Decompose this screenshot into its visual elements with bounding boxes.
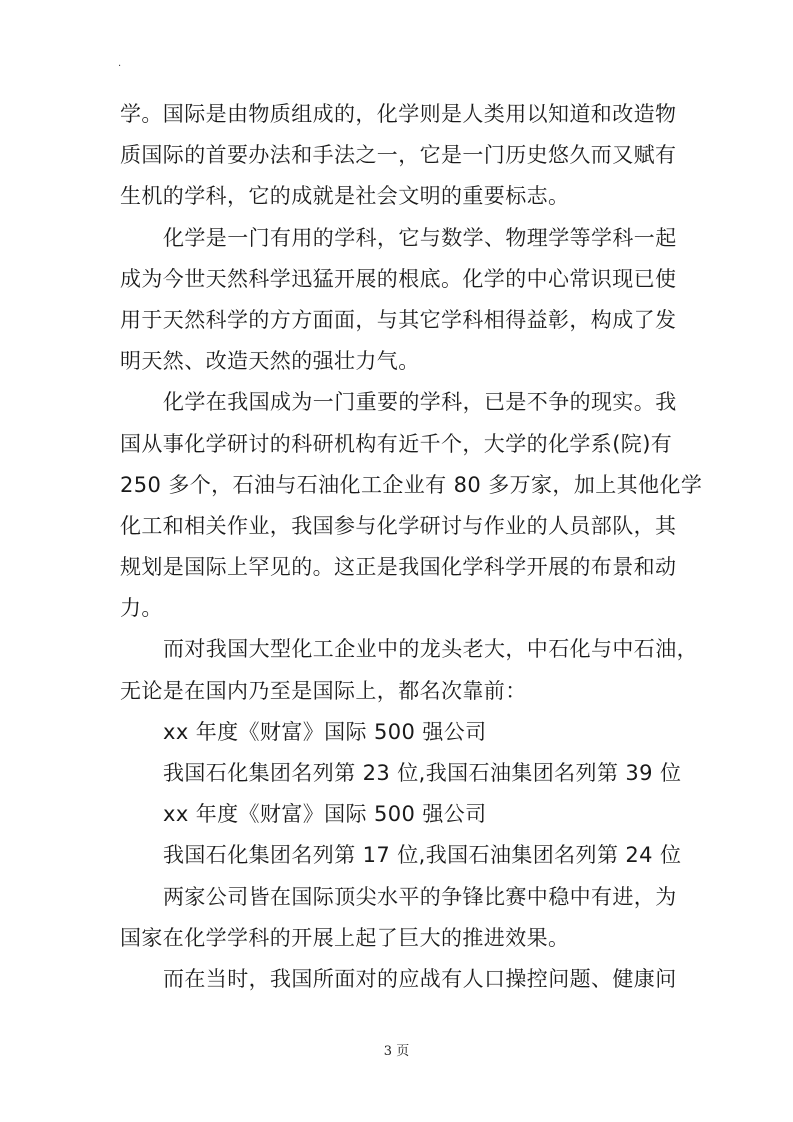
text-line: 化工和相关作业，我国参与化学研讨与作业的人员部队，其 [120,513,677,538]
text-line: 两家公司皆在国际顶尖水平的争锋比赛中稳中有进，为 [163,884,677,909]
text-line: xx 年度《财富》国际 500 强公司 [163,802,487,827]
text-line: 质国际的首要办法和手法之一，它是一门历史悠久而又赋有 [120,143,677,168]
text-line: 无论是在国内乃至是国际上，都名次靠前： [120,678,527,703]
text-line: 我国石化集团名列第 23 位,我国石油集团名列第 39 位 [163,761,682,785]
text-line: 力。 [120,596,163,621]
text-line: 用于天然科学的方方面面，与其它学科相得益彰，构成了发 [120,307,677,332]
text-line: 生机的学科，它的成就是社会文明的重要标志。 [120,184,570,209]
text-line: 而对我国大型化工企业中的龙头老大，中石化与中石油， [163,637,698,662]
text-line: 250 多个，石油与石油化工企业有 80 多万家，加上其他化学 [120,472,703,497]
page-number: 3 页 [383,1044,410,1059]
header-mark: . [118,58,122,69]
text-line: 国家在化学学科的开展上起了巨大的推进效果。 [120,925,570,950]
text-line: 而在当时，我国所面对的应战有人口操控问题、健康问 [163,966,677,991]
text-line: 成为今世天然科学迅猛开展的根底。化学的中心常识现已使 [120,266,677,291]
text-line: 学。国际是由物质组成的，化学则是人类用以知道和改造物 [120,102,677,126]
text-line: 我国石化集团名列第 17 位,我国石油集团名列第 24 位 [163,843,682,868]
body-text [120,94,703,1000]
text-line: xx 年度《财富》国际 500 强公司 [163,719,487,744]
text-line: 国从事化学研讨的科研机构有近千个，大学的化学系(院)有 [120,431,673,456]
text-line: 化学是一门有用的学科，它与数学、物理学等学科一起 [163,225,677,250]
text-line: 规划是国际上罕见的。这正是我国化学科学开展的布景和动 [120,555,677,580]
text-line: 明天然、改造天然的强壮力气。 [120,349,420,374]
text-line: 化学在我国成为一门重要的学科，已是不争的现实。我 [163,390,677,415]
